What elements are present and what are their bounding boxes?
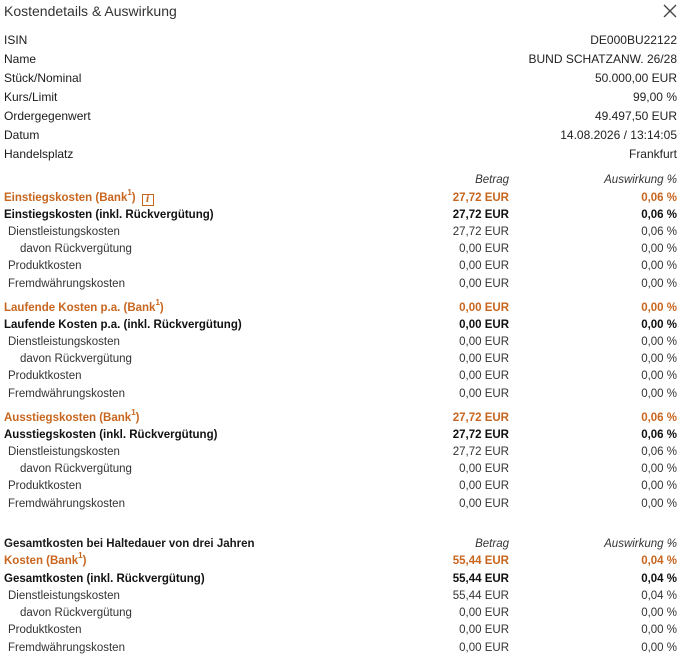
- cost-impact: 0,04 %: [641, 590, 677, 602]
- total-cost-row: [4, 207, 677, 224]
- detail-label: ISIN: [4, 33, 28, 47]
- cost-amount: 0,00 EUR: [459, 370, 509, 382]
- cost-amount: 0,00 EUR: [459, 336, 509, 348]
- cost-label: [8, 276, 125, 293]
- cost-impact: 0,00 %: [641, 278, 677, 290]
- cost-label: [4, 190, 154, 207]
- cost-impact: 0,00 %: [641, 498, 677, 510]
- cost-amount: 0,00 EUR: [459, 498, 509, 510]
- cost-label: [20, 605, 132, 622]
- cost-impact: 0,06 %: [641, 209, 677, 221]
- detail-value: Frankfurt: [628, 147, 677, 161]
- cost-label: [4, 427, 217, 444]
- detail-value: 14.08.2026 / 13:14:05: [560, 128, 677, 142]
- cost-label-text: davon Rückvergütung: [20, 463, 132, 475]
- cost-label: [4, 410, 139, 427]
- column-header-amount: Betrag: [475, 174, 509, 186]
- cost-label: [8, 258, 82, 275]
- bank-cost-row: [4, 190, 677, 207]
- cost-label-text: Fremdwährungskosten: [8, 278, 125, 290]
- cost-label-text: Produktkosten: [8, 624, 82, 636]
- cost-label: [20, 461, 132, 478]
- closing-paren: ): [131, 192, 136, 204]
- cost-subrow: [4, 351, 677, 368]
- cost-impact: 0,00 %: [641, 260, 677, 272]
- total-title: Gesamtkosten bei Haltedauer von drei Jahren: [4, 538, 255, 550]
- detail-label: Stück/Nominal: [4, 71, 82, 85]
- cost-subrow: [4, 224, 677, 241]
- cost-subrow: [4, 386, 677, 403]
- cost-amount: 27,72 EUR: [452, 226, 509, 238]
- detail-row: [4, 145, 677, 163]
- column-header-amount: Betrag: [475, 538, 509, 550]
- cost-impact: 0,00 %: [641, 353, 677, 365]
- bank-cost-row: [4, 300, 677, 317]
- cost-amount: 0,00 EUR: [459, 463, 509, 475]
- cost-impact: 0,00 %: [641, 319, 677, 331]
- footnote-mark: 1: [78, 551, 83, 561]
- cost-label: [8, 640, 125, 657]
- detail-label: Datum: [4, 128, 40, 142]
- cost-impact: 0,00 %: [641, 336, 677, 348]
- cost-label-text: Dienstleistungskosten: [8, 590, 120, 602]
- detail-label: Ordergegenwert: [4, 109, 91, 123]
- cost-label-text: Kosten (Bank: [4, 555, 79, 567]
- cost-label-text: Dienstleistungskosten: [8, 336, 120, 348]
- cost-label: [8, 622, 82, 639]
- footnote-mark: 1: [127, 188, 132, 198]
- cost-label: [4, 571, 205, 588]
- closing-paren: ): [159, 302, 164, 314]
- detail-row: [4, 31, 677, 49]
- cost-subrow: [4, 334, 677, 351]
- close-icon[interactable]: [662, 3, 678, 19]
- detail-value: 99,00 %: [632, 90, 677, 104]
- cost-amount: 27,72 EUR: [452, 412, 509, 424]
- cost-label: [8, 588, 120, 605]
- cost-label: [8, 386, 125, 403]
- cost-label-text: Ausstiegskosten (inkl. Rückvergütung): [4, 429, 218, 441]
- cost-impact: 0,04 %: [641, 555, 677, 567]
- cost-amount: 0,00 EUR: [459, 388, 509, 400]
- cost-label-text: Gesamtkosten (inkl. Rückvergütung): [4, 573, 205, 585]
- cost-label-text: Fremdwährungskosten: [8, 498, 125, 510]
- detail-label: Kurs/Limit: [4, 90, 58, 104]
- cost-label-text: davon Rückvergütung: [20, 243, 132, 255]
- cost-impact: 0,06 %: [641, 226, 677, 238]
- cost-label: [4, 207, 214, 224]
- cost-amount: 0,00 EUR: [459, 480, 509, 492]
- detail-row: [4, 50, 677, 68]
- cost-impact: 0,06 %: [641, 446, 677, 458]
- cost-subrow: [4, 478, 677, 495]
- cost-amount: 0,00 EUR: [459, 642, 509, 654]
- cost-label-text: Produktkosten: [8, 480, 82, 492]
- cost-label-text: Einstiegskosten (Bank: [4, 192, 128, 204]
- cost-label-text: Dienstleistungskosten: [8, 446, 120, 458]
- info-icon[interactable]: i: [142, 194, 154, 206]
- cost-label: [8, 334, 120, 351]
- cost-impact: 0,00 %: [641, 243, 677, 255]
- cost-subrow: [4, 461, 677, 478]
- cost-amount: 0,00 EUR: [459, 624, 509, 636]
- cost-impact: 0,00 %: [641, 463, 677, 475]
- cost-subrow: [4, 640, 677, 657]
- cost-label-text: Laufende Kosten p.a. (inkl. Rückvergütung): [4, 319, 242, 331]
- cost-amount: 27,72 EUR: [452, 446, 509, 458]
- detail-row: [4, 107, 677, 125]
- cost-amount: 0,00 EUR: [459, 607, 509, 619]
- cost-subrow: [4, 368, 677, 385]
- cost-amount: 0,00 EUR: [459, 278, 509, 290]
- cost-amount: 0,00 EUR: [459, 319, 509, 331]
- cost-subrow: [4, 258, 677, 275]
- cost-amount: 27,72 EUR: [452, 192, 509, 204]
- cost-label: [4, 317, 242, 334]
- column-header-impact: Auswirkung %: [604, 538, 677, 550]
- cost-impact: 0,00 %: [641, 624, 677, 636]
- cost-impact: 0,00 %: [641, 607, 677, 619]
- cost-label-text: Produktkosten: [8, 370, 82, 382]
- cost-subrow: [4, 588, 677, 605]
- cost-impact: 0,00 %: [641, 388, 677, 400]
- total-cost-row: [4, 317, 677, 334]
- closing-paren: ): [135, 412, 140, 424]
- cost-impact: 0,04 %: [641, 573, 677, 585]
- detail-row: [4, 69, 677, 87]
- cost-label-text: Einstiegskosten (inkl. Rückvergütung): [4, 209, 214, 221]
- cost-amount: 0,00 EUR: [459, 353, 509, 365]
- cost-amount: 55,44 EUR: [452, 573, 509, 585]
- footnote-mark: 1: [131, 408, 136, 418]
- detail-value: 49.497,50 EUR: [594, 109, 677, 123]
- cost-label-text: davon Rückvergütung: [20, 607, 132, 619]
- cost-amount: 55,44 EUR: [452, 555, 509, 567]
- cost-label: [4, 300, 164, 317]
- cost-label-text: Ausstiegskosten (Bank: [4, 412, 132, 424]
- cost-label: [8, 368, 82, 385]
- bank-cost-row: [4, 553, 677, 570]
- cost-label: [8, 224, 120, 241]
- dialog-title: Kostendetails & Auswirkung: [4, 3, 177, 19]
- cost-impact: 0,00 %: [641, 302, 677, 314]
- detail-row: [4, 126, 677, 144]
- cost-label: [8, 444, 120, 461]
- cost-label: [4, 553, 86, 570]
- detail-row: [4, 88, 677, 106]
- total-cost-row: [4, 427, 677, 444]
- cost-label: [8, 478, 82, 495]
- detail-value: BUND SCHATZANW. 26/28: [528, 52, 677, 66]
- detail-value: 50.000,00 EUR: [594, 71, 677, 85]
- cost-amount: 55,44 EUR: [452, 590, 509, 602]
- cost-amount: 0,00 EUR: [459, 260, 509, 272]
- footnote-mark: 1: [155, 298, 160, 308]
- cost-subrow: [4, 444, 677, 461]
- cost-subrow: [4, 622, 677, 639]
- cost-impact: 0,06 %: [641, 192, 677, 204]
- column-header-impact: Auswirkung %: [604, 174, 677, 186]
- cost-impact: 0,06 %: [641, 412, 677, 424]
- cost-amount: 27,72 EUR: [452, 429, 509, 441]
- cost-amount: 0,00 EUR: [459, 302, 509, 314]
- cost-amount: 27,72 EUR: [452, 209, 509, 221]
- cost-impact: 0,00 %: [641, 480, 677, 492]
- cost-label: [20, 351, 132, 368]
- bank-cost-row: [4, 410, 677, 427]
- closing-paren: ): [82, 555, 87, 567]
- detail-label: Name: [4, 52, 37, 66]
- cost-subrow: [4, 496, 677, 513]
- total-cost-row: [4, 571, 677, 588]
- cost-subrow: [4, 241, 677, 258]
- cost-impact: 0,00 %: [641, 370, 677, 382]
- cost-label-text: Dienstleistungskosten: [8, 226, 120, 238]
- cost-subrow: [4, 276, 677, 293]
- cost-label: [8, 496, 125, 513]
- cost-label-text: Laufende Kosten p.a. (Bank: [4, 302, 156, 314]
- cost-subrow: [4, 605, 677, 622]
- detail-value: DE000BU22122: [590, 33, 677, 47]
- cost-impact: 0,06 %: [641, 429, 677, 441]
- cost-amount: 0,00 EUR: [459, 243, 509, 255]
- cost-label-text: Fremdwährungskosten: [8, 642, 125, 654]
- cost-label-text: davon Rückvergütung: [20, 353, 132, 365]
- cost-label-text: Fremdwährungskosten: [8, 388, 125, 400]
- cost-label-text: Produktkosten: [8, 260, 82, 272]
- cost-impact: 0,00 %: [641, 642, 677, 654]
- detail-label: Handelsplatz: [4, 147, 74, 161]
- cost-label: [20, 241, 132, 258]
